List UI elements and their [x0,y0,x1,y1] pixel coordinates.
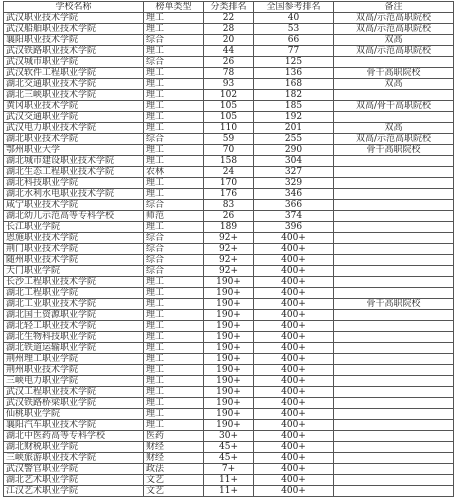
cell-remarks: 双高/示范高职院校 [334,13,454,24]
cell-national-rank: 400+ [254,288,334,299]
cell-list-type: 理工 [144,13,204,24]
table-row [4,310,454,321]
table-row [4,13,454,24]
cell-list-type: 综合 [144,35,204,46]
cell-national-rank: 168 [254,79,334,90]
cell-school-name: 湖北生态工程职业技术学院 [4,167,144,178]
cell-category-rank: 11+ [204,475,254,486]
cell-remarks: 双高/骨干高职院校 [334,101,454,112]
ranking-table [3,1,454,497]
cell-category-rank: 190+ [204,409,254,420]
cell-remarks [334,365,454,376]
cell-category-rank: 110 [204,123,254,134]
cell-category-rank: 20 [204,35,254,46]
cell-remarks [334,354,454,365]
cell-category-rank: 190+ [204,387,254,398]
cell-category-rank: 24 [204,167,254,178]
cell-national-rank: 255 [254,134,334,145]
cell-category-rank: 11+ [204,486,254,497]
cell-category-rank: 190+ [204,365,254,376]
table-row [4,123,454,134]
header-national-rank: 全国参考排名 [254,2,334,13]
cell-remarks [334,321,454,332]
cell-list-type: 财经 [144,453,204,464]
cell-school-name: 随州职业技术学院 [4,255,144,266]
cell-school-name: 襄阳职业技术学院 [4,35,144,46]
cell-national-rank: 192 [254,112,334,123]
cell-national-rank: 201 [254,123,334,134]
cell-category-rank: 190+ [204,277,254,288]
cell-list-type: 理工 [144,79,204,90]
cell-school-name: 武汉船舶职业技术学院 [4,24,144,35]
cell-category-rank: 93 [204,79,254,90]
cell-category-rank: 70 [204,145,254,156]
table-row [4,486,454,497]
cell-school-name: 黄冈职业技术学院 [4,101,144,112]
cell-list-type: 理工 [144,299,204,310]
cell-national-rank: 327 [254,167,334,178]
cell-national-rank: 400+ [254,365,334,376]
cell-remarks: 双高/示范高职院校 [334,24,454,35]
cell-remarks: 双高 [334,123,454,134]
table-row [4,376,454,387]
table-row [4,343,454,354]
table-row [4,453,454,464]
cell-school-name: 仙桃职业学院 [4,409,144,420]
table-row [4,431,454,442]
cell-national-rank: 329 [254,178,334,189]
cell-national-rank: 400+ [254,420,334,431]
cell-school-name: 武汉铁路桥梁职业学院 [4,398,144,409]
table-row [4,277,454,288]
cell-national-rank: 400+ [254,464,334,475]
cell-school-name: 湖北生物科技职业学院 [4,332,144,343]
table-row [4,145,454,156]
cell-school-name: 湖北铁道运输职业学院 [4,343,144,354]
cell-school-name: 湖北工业职业技术学院 [4,299,144,310]
cell-national-rank: 400+ [254,310,334,321]
cell-school-name: 长沙工程职业技术学院 [4,277,144,288]
table-row [4,233,454,244]
cell-remarks [334,442,454,453]
cell-list-type: 政法 [144,464,204,475]
cell-list-type: 理工 [144,277,204,288]
cell-national-rank: 400+ [254,255,334,266]
cell-category-rank: 190+ [204,332,254,343]
cell-remarks [334,277,454,288]
cell-school-name: 湖北科技职业学院 [4,178,144,189]
cell-school-name: 湖北国土资源职业学院 [4,310,144,321]
cell-remarks [334,343,454,354]
cell-national-rank: 346 [254,189,334,200]
cell-category-rank: 22 [204,13,254,24]
cell-category-rank: 92+ [204,244,254,255]
table-row [4,409,454,420]
cell-remarks [334,90,454,101]
cell-category-rank: 7+ [204,464,254,475]
cell-remarks [334,431,454,442]
cell-category-rank: 92+ [204,233,254,244]
cell-list-type: 理工 [144,420,204,431]
cell-remarks [334,409,454,420]
cell-remarks: 骨干高职院校 [334,68,454,79]
cell-list-type: 综合 [144,266,204,277]
cell-list-type: 理工 [144,332,204,343]
header-row [4,2,454,13]
cell-school-name: 武汉工程职业技术学院 [4,387,144,398]
cell-list-type: 理工 [144,222,204,233]
table-row [4,35,454,46]
table-row [4,134,454,145]
cell-list-type: 综合 [144,134,204,145]
cell-school-name: 荆州理工职业学院 [4,354,144,365]
cell-category-rank: 190+ [204,354,254,365]
table-body [4,13,454,497]
table-row [4,222,454,233]
cell-national-rank: 400+ [254,321,334,332]
cell-national-rank: 366 [254,200,334,211]
table-header [4,2,454,13]
cell-remarks [334,332,454,343]
cell-list-type: 综合 [144,233,204,244]
cell-national-rank: 304 [254,156,334,167]
cell-national-rank: 290 [254,145,334,156]
table-row [4,200,454,211]
cell-national-rank: 396 [254,222,334,233]
cell-school-name: 武汉警官职业学院 [4,464,144,475]
cell-school-name: 长江职业学院 [4,222,144,233]
table-row [4,244,454,255]
cell-national-rank: 400+ [254,299,334,310]
cell-national-rank: 400+ [254,266,334,277]
cell-school-name: 咸宁职业技术学院 [4,200,144,211]
cell-list-type: 理工 [144,288,204,299]
cell-national-rank: 400+ [254,475,334,486]
cell-remarks [334,222,454,233]
cell-list-type: 理工 [144,376,204,387]
cell-national-rank: 136 [254,68,334,79]
cell-category-rank: 26 [204,211,254,222]
cell-remarks [334,376,454,387]
cell-remarks: 双高 [334,79,454,90]
header-list-type: 榜单类型 [144,2,204,13]
cell-national-rank: 125 [254,57,334,68]
table-row [4,288,454,299]
cell-list-type: 文艺 [144,475,204,486]
cell-list-type: 理工 [144,409,204,420]
cell-remarks [334,310,454,321]
cell-category-rank: 102 [204,90,254,101]
cell-school-name: 荆州职业技术学院 [4,365,144,376]
header-category-rank: 分类排名 [204,2,254,13]
cell-national-rank: 400+ [254,343,334,354]
cell-remarks [334,233,454,244]
cell-remarks [334,475,454,486]
cell-list-type: 理工 [144,365,204,376]
table-row [4,464,454,475]
cell-category-rank: 45+ [204,453,254,464]
header-school-name: 学校名称 [4,2,144,13]
table-row [4,299,454,310]
table-row [4,387,454,398]
cell-category-rank: 170 [204,178,254,189]
cell-school-name: 武汉交通职业学院 [4,112,144,123]
cell-list-type: 理工 [144,46,204,57]
cell-national-rank: 66 [254,35,334,46]
cell-list-type: 理工 [144,90,204,101]
cell-list-type: 理工 [144,145,204,156]
table-row [4,57,454,68]
cell-category-rank: 78 [204,68,254,79]
cell-national-rank: 185 [254,101,334,112]
cell-national-rank: 400+ [254,244,334,255]
cell-school-name: 襄阳汽车职业技术学院 [4,420,144,431]
cell-remarks: 双高 [334,35,454,46]
cell-national-rank: 400+ [254,376,334,387]
table-row [4,156,454,167]
cell-school-name: 湖北交通职业技术学院 [4,79,144,90]
cell-remarks [334,156,454,167]
cell-remarks [334,178,454,189]
cell-remarks [334,244,454,255]
cell-list-type: 理工 [144,112,204,123]
table-row [4,354,454,365]
cell-category-rank: 176 [204,189,254,200]
cell-national-rank: 400+ [254,453,334,464]
cell-list-type: 综合 [144,57,204,68]
cell-list-type: 综合 [144,244,204,255]
cell-list-type: 文艺 [144,486,204,497]
cell-school-name: 湖北三峡职业技术学院 [4,90,144,101]
cell-list-type: 师范 [144,211,204,222]
cell-list-type: 综合 [144,200,204,211]
cell-remarks [334,420,454,431]
cell-category-rank: 189 [204,222,254,233]
cell-school-name: 湖北工程职业学院 [4,288,144,299]
cell-school-name: 荆门职业技术学院 [4,244,144,255]
table-row [4,365,454,376]
cell-list-type: 农林 [144,167,204,178]
cell-remarks: 骨干高职院校 [334,145,454,156]
cell-national-rank: 400+ [254,387,334,398]
table-row [4,46,454,57]
table-row [4,420,454,431]
cell-remarks [334,167,454,178]
cell-national-rank: 400+ [254,398,334,409]
cell-list-type: 理工 [144,123,204,134]
table-row [4,101,454,112]
cell-category-rank: 190+ [204,398,254,409]
cell-list-type: 理工 [144,156,204,167]
table-row [4,189,454,200]
cell-category-rank: 190+ [204,343,254,354]
table-row [4,398,454,409]
cell-school-name: 武汉职业技术学院 [4,13,144,24]
cell-list-type: 医药 [144,431,204,442]
cell-remarks [334,255,454,266]
cell-national-rank: 40 [254,13,334,24]
cell-category-rank: 158 [204,156,254,167]
table-row [4,24,454,35]
cell-school-name: 湖北轻工职业技术学院 [4,321,144,332]
cell-school-name: 湖北艺术职业学院 [4,475,144,486]
cell-category-rank: 92+ [204,255,254,266]
cell-school-name: 三峡旅游职业技术学院 [4,453,144,464]
cell-category-rank: 59 [204,134,254,145]
cell-category-rank: 26 [204,57,254,68]
cell-category-rank: 190+ [204,420,254,431]
cell-national-rank: 400+ [254,233,334,244]
cell-school-name: 鄂州职业大学 [4,145,144,156]
cell-national-rank: 400+ [254,354,334,365]
cell-remarks [334,266,454,277]
cell-remarks: 双高/示范高职院校 [334,134,454,145]
cell-school-name: 湖北幼儿示范高等专科学校 [4,211,144,222]
cell-school-name: 江汉艺术职业学院 [4,486,144,497]
cell-national-rank: 182 [254,90,334,101]
cell-remarks: 双高/示范高职院校 [334,46,454,57]
cell-category-rank: 44 [204,46,254,57]
cell-remarks [334,398,454,409]
cell-category-rank: 28 [204,24,254,35]
cell-list-type: 理工 [144,178,204,189]
cell-list-type: 理工 [144,189,204,200]
table-row [4,475,454,486]
table-row [4,178,454,189]
cell-category-rank: 83 [204,200,254,211]
cell-national-rank: 374 [254,211,334,222]
cell-list-type: 理工 [144,354,204,365]
cell-list-type: 理工 [144,321,204,332]
cell-list-type: 理工 [144,387,204,398]
cell-list-type: 理工 [144,68,204,79]
cell-remarks [334,288,454,299]
cell-school-name: 武汉铁路职业技术学院 [4,46,144,57]
cell-category-rank: 105 [204,101,254,112]
table-row [4,255,454,266]
cell-list-type: 理工 [144,24,204,35]
cell-remarks [334,200,454,211]
cell-school-name: 三峡电力职业学院 [4,376,144,387]
cell-remarks [334,486,454,497]
cell-list-type: 理工 [144,310,204,321]
cell-national-rank: 400+ [254,486,334,497]
cell-school-name: 湖北财税职业学院 [4,442,144,453]
cell-category-rank: 190+ [204,376,254,387]
cell-remarks [334,57,454,68]
cell-list-type: 理工 [144,343,204,354]
cell-category-rank: 190+ [204,299,254,310]
table-row [4,68,454,79]
table-row [4,332,454,343]
cell-school-name: 武汉软件工程职业学院 [4,68,144,79]
cell-national-rank: 400+ [254,442,334,453]
cell-school-name: 湖北水利水电职业技术学院 [4,189,144,200]
cell-national-rank: 400+ [254,332,334,343]
table-row [4,211,454,222]
cell-national-rank: 400+ [254,277,334,288]
header-remarks: 备注 [334,2,454,13]
table-row [4,266,454,277]
cell-category-rank: 92+ [204,266,254,277]
cell-school-name: 湖北城市建设职业技术学院 [4,156,144,167]
cell-national-rank: 77 [254,46,334,57]
cell-category-rank: 190+ [204,321,254,332]
cell-category-rank: 190+ [204,310,254,321]
table-row [4,442,454,453]
cell-remarks [334,211,454,222]
cell-remarks [334,387,454,398]
cell-remarks [334,112,454,123]
cell-national-rank: 400+ [254,409,334,420]
cell-school-name: 武汉城市职业学院 [4,57,144,68]
cell-list-type: 综合 [144,255,204,266]
table-row [4,90,454,101]
cell-category-rank: 190+ [204,288,254,299]
table-row [4,167,454,178]
cell-school-name: 武汉电力职业技术学院 [4,123,144,134]
cell-category-rank: 45+ [204,442,254,453]
cell-remarks [334,453,454,464]
cell-school-name: 天门职业学院 [4,266,144,277]
cell-remarks: 骨干高职院校 [334,299,454,310]
cell-category-rank: 105 [204,112,254,123]
cell-school-name: 湖北中医药高等专科学校 [4,431,144,442]
cell-list-type: 理工 [144,101,204,112]
cell-school-name: 湖北职业技术学院 [4,134,144,145]
table-row [4,321,454,332]
cell-national-rank: 400+ [254,431,334,442]
cell-list-type: 财经 [144,442,204,453]
table-row [4,112,454,123]
cell-category-rank: 30+ [204,431,254,442]
table-row [4,79,454,90]
cell-national-rank: 53 [254,24,334,35]
cell-school-name: 恩施职业技术学院 [4,233,144,244]
cell-remarks [334,189,454,200]
cell-remarks [334,464,454,475]
cell-list-type: 理工 [144,398,204,409]
